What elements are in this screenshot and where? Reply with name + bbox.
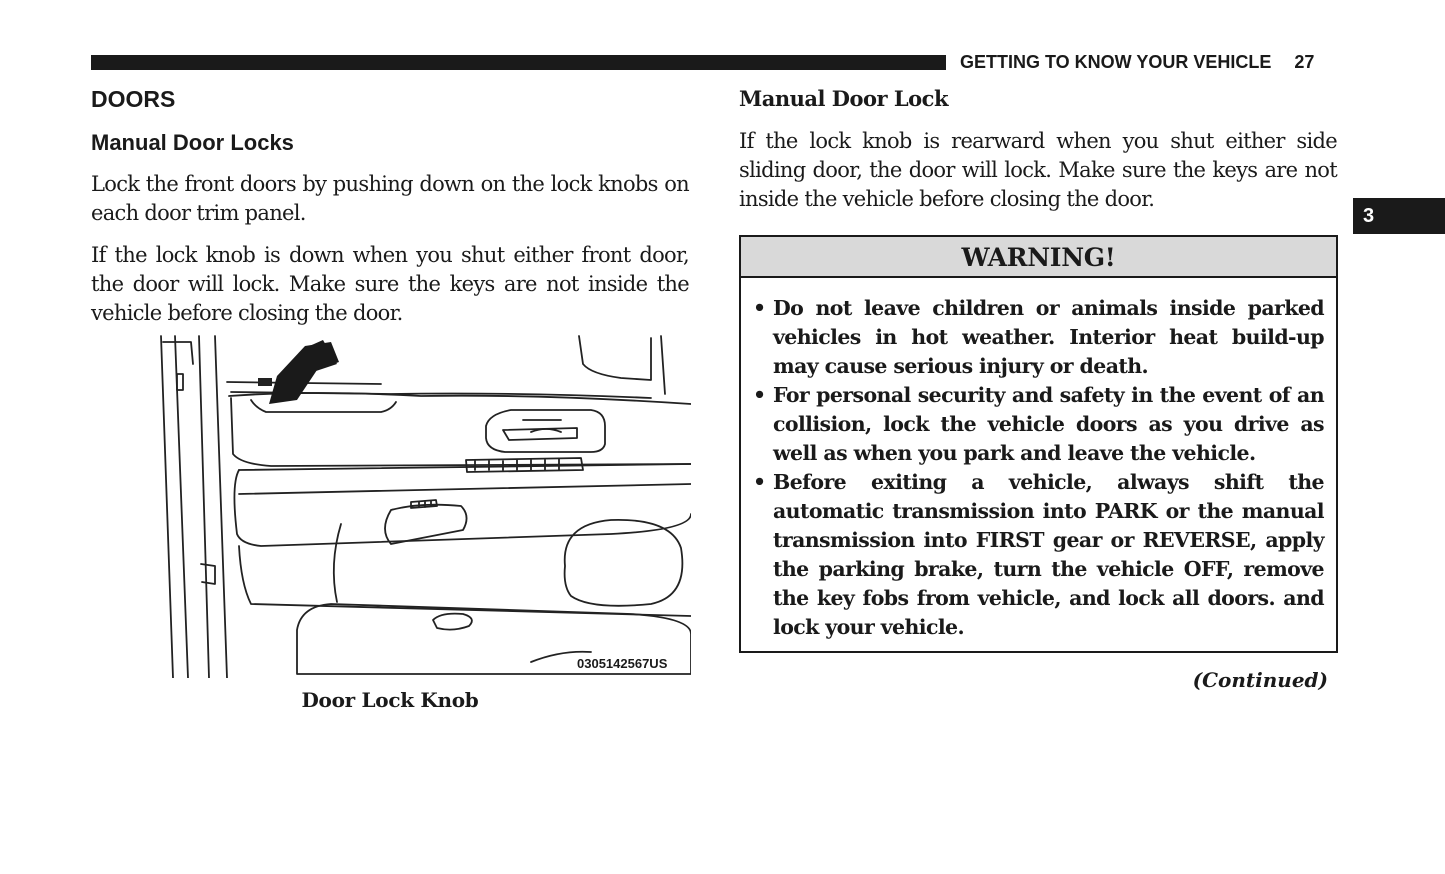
warning-item-text: Before exiting a vehicle, always shift the automatic transmission into PARK or the manual transmission into FIRST gear or REVERSE, apply the parking brake, turn the vehicle OFF, remove the key fobs from vehicle, and lock all doors. and lock your vehicle. [773, 470, 1324, 639]
page-number: 27 [1294, 52, 1315, 72]
section-heading: DOORS [91, 86, 176, 112]
warning-title: WARNING! [741, 237, 1336, 278]
section-title: GETTING TO KNOW YOUR VEHICLE [960, 52, 1272, 72]
bullet-icon: • [753, 470, 766, 494]
warning-item-text: Do not leave children or animals inside parked vehicles in hot weather. Interior heat build-up may cause serious injury or death. [773, 296, 1324, 378]
subsection-heading: Manual Door Locks [91, 130, 294, 155]
header-rule [91, 55, 946, 70]
warning-box [739, 235, 1338, 653]
continued-note: (Continued) [1192, 668, 1328, 692]
body-paragraph: If the lock knob is down when you shut either front door, the door will lock. Make sure the keys are not inside the vehicle before closing the door. [91, 243, 689, 325]
bullet-icon: • [753, 383, 766, 407]
warning-item [753, 468, 1324, 642]
body-paragraph: Lock the front doors by pushing down on the lock knobs on each door trim panel. [91, 172, 689, 225]
warning-item [753, 381, 1324, 468]
warning-item-text: For personal security and safety in the event of an collision, lock the vehicle doors as you drive as well as when you park and leave the vehicle. [773, 383, 1324, 465]
warning-list [741, 278, 1336, 642]
running-header [960, 52, 1314, 73]
warning-item [753, 294, 1324, 381]
subsection-heading: Manual Door Lock [739, 86, 948, 111]
door-lock-knob-illustration [91, 334, 691, 678]
bullet-icon: • [753, 296, 766, 320]
figure-caption: Door Lock Knob [301, 688, 479, 712]
chapter-tab: 3 [1353, 198, 1445, 234]
figure-code: 0305142567US [577, 656, 668, 671]
body-paragraph: If the lock knob is rearward when you shut either side sliding door, the door will lock. Make sure the keys are not inside the vehicle before closing the door. [739, 129, 1337, 211]
